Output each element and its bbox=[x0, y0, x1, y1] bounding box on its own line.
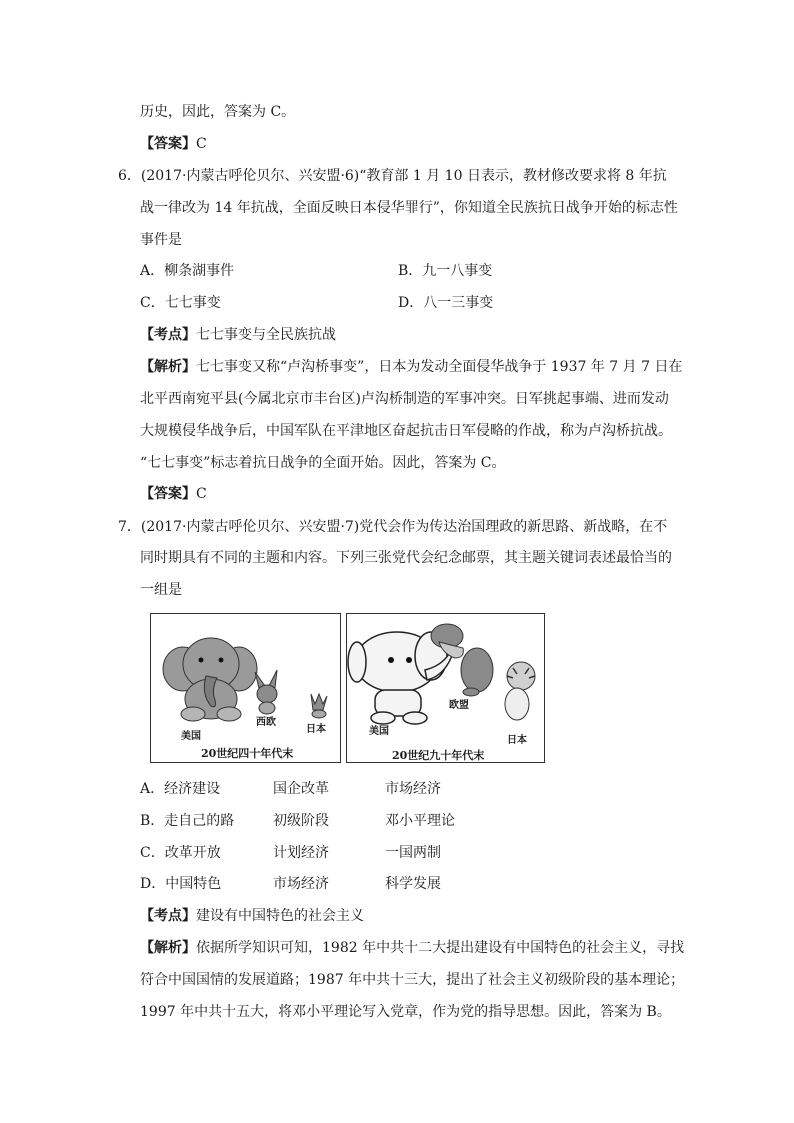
option-text: 邓小平理论 bbox=[385, 813, 455, 829]
option-b bbox=[140, 812, 234, 830]
jiexi-label: 【解析】 bbox=[140, 359, 196, 375]
jiexi-text: 1997 年中共十五大，将邓小平理论写入党章，作为党的指导思想。因此，答案为 B。 bbox=[140, 1004, 671, 1020]
option-d: D．八一三事变 bbox=[398, 295, 494, 311]
kaodian-label: 【考点】 bbox=[140, 908, 196, 924]
option-text: 科学发展 bbox=[385, 876, 441, 892]
jiexi-text: 七七事变又称“卢沟桥事变”，日本为发动全面侵华战争于 1937 年 7 月 7 日在 bbox=[196, 359, 683, 375]
figure-caption: 20世纪九十年代末 bbox=[392, 749, 485, 762]
option-a bbox=[140, 780, 220, 798]
question-6-stem: 事件是 bbox=[140, 232, 182, 248]
option-text: 一国两制 bbox=[385, 845, 441, 861]
label-usa: 美国 bbox=[181, 731, 201, 742]
label-eu: 欧盟 bbox=[449, 700, 469, 711]
kaodian-line bbox=[140, 907, 364, 925]
label-usa: 美国 bbox=[369, 726, 389, 737]
jiexi-text: “七七事变”标志着抗日战争的全面开始。因此，答案为 C。 bbox=[140, 455, 506, 471]
label-western-europe: 西欧 bbox=[256, 717, 276, 728]
jiexi-text: 大规模侵华战争后，中国军队在平津地区奋起抗击日军侵略的作战，称为卢沟桥抗战。 bbox=[140, 423, 672, 439]
text-line: 历史，因此，答案为 C。 bbox=[140, 104, 296, 120]
option-text: 初级阶段 bbox=[273, 813, 329, 829]
option-b: B．九一八事变 bbox=[398, 263, 493, 279]
question-7-stem: 一组是 bbox=[140, 582, 182, 598]
question-7-stem: 7．(2017·内蒙古呼伦贝尔、兴安盟·7)党代会作为传达治国理政的新思路、新战略，在不 bbox=[118, 519, 668, 535]
jiexi-label: 【解析】 bbox=[140, 940, 196, 956]
jiexi-line bbox=[140, 939, 684, 957]
answer-label: 【答案】 bbox=[140, 136, 196, 152]
option-text: 市场经济 bbox=[385, 781, 441, 797]
answer-label: 【答案】 bbox=[140, 486, 196, 502]
answer-line bbox=[140, 135, 207, 153]
cartoon-1990s bbox=[346, 613, 545, 763]
answer-line bbox=[140, 485, 207, 503]
option-letter: D． bbox=[140, 876, 166, 892]
option-letter: A． bbox=[140, 781, 165, 797]
option-c: C．七七事变 bbox=[140, 295, 221, 311]
jiexi-text: 符合中国国情的发展道路；1987 年中共十三大，提出了社会主义初级阶段的基本理论； bbox=[140, 972, 685, 988]
option-c bbox=[140, 844, 221, 862]
option-text: 计划经济 bbox=[273, 845, 329, 861]
figure-caption: 20世纪四十年代末 bbox=[201, 747, 294, 760]
option-d bbox=[140, 875, 221, 893]
label-japan: 日本 bbox=[306, 724, 326, 735]
answer-value: C bbox=[196, 136, 207, 152]
kaodian-text: 建设有中国特色的社会主义 bbox=[196, 908, 364, 924]
jiexi-line bbox=[140, 358, 682, 376]
option-text: 市场经济 bbox=[273, 876, 329, 892]
cartoon-illustration bbox=[347, 614, 543, 732]
question-7-stem: 同时期具有不同的主题和内容。下列三张党代会纪念邮票，其主题关键词表述最恰当的 bbox=[140, 550, 672, 566]
option-a: A．柳条湖事件 bbox=[140, 263, 235, 279]
jiexi-text: 北平西南宛平县(今属北京市丰台区)卢沟桥制造的军事冲突。日军挑起事端、进而发动 bbox=[140, 391, 669, 407]
option-letter: B． bbox=[140, 813, 165, 829]
cartoon-1940s bbox=[150, 613, 341, 763]
question-6-stem: 战一律改为 14 年抗战，全面反映日本侵华罪行”，你知道全民族抗日战争开始的标志性 bbox=[140, 200, 678, 216]
option-letter: C． bbox=[140, 845, 165, 861]
kaodian-label: 【考点】 bbox=[140, 327, 196, 343]
label-japan: 日本 bbox=[507, 735, 527, 746]
cartoon-illustration bbox=[151, 614, 339, 732]
question-6-stem: 6．(2017·内蒙古呼伦贝尔、兴安盟·6)“教育部 1 月 10 日表示，教材修改要求将 8 年抗 bbox=[118, 168, 667, 184]
option-text: 中国特色 bbox=[165, 876, 222, 892]
option-text: 国企改革 bbox=[273, 781, 329, 797]
jiexi-text: 依据所学知识可知，1982 年中共十二大提出建设有中国特色的社会主义，寻找 bbox=[196, 940, 685, 956]
option-text: 走自己的路 bbox=[164, 813, 235, 829]
kaodian-line bbox=[140, 326, 336, 344]
kaodian-text: 七七事变与全民族抗战 bbox=[196, 327, 336, 343]
answer-value: C bbox=[196, 486, 207, 502]
option-text: 改革开放 bbox=[164, 845, 221, 861]
option-text: 经济建设 bbox=[164, 781, 221, 797]
